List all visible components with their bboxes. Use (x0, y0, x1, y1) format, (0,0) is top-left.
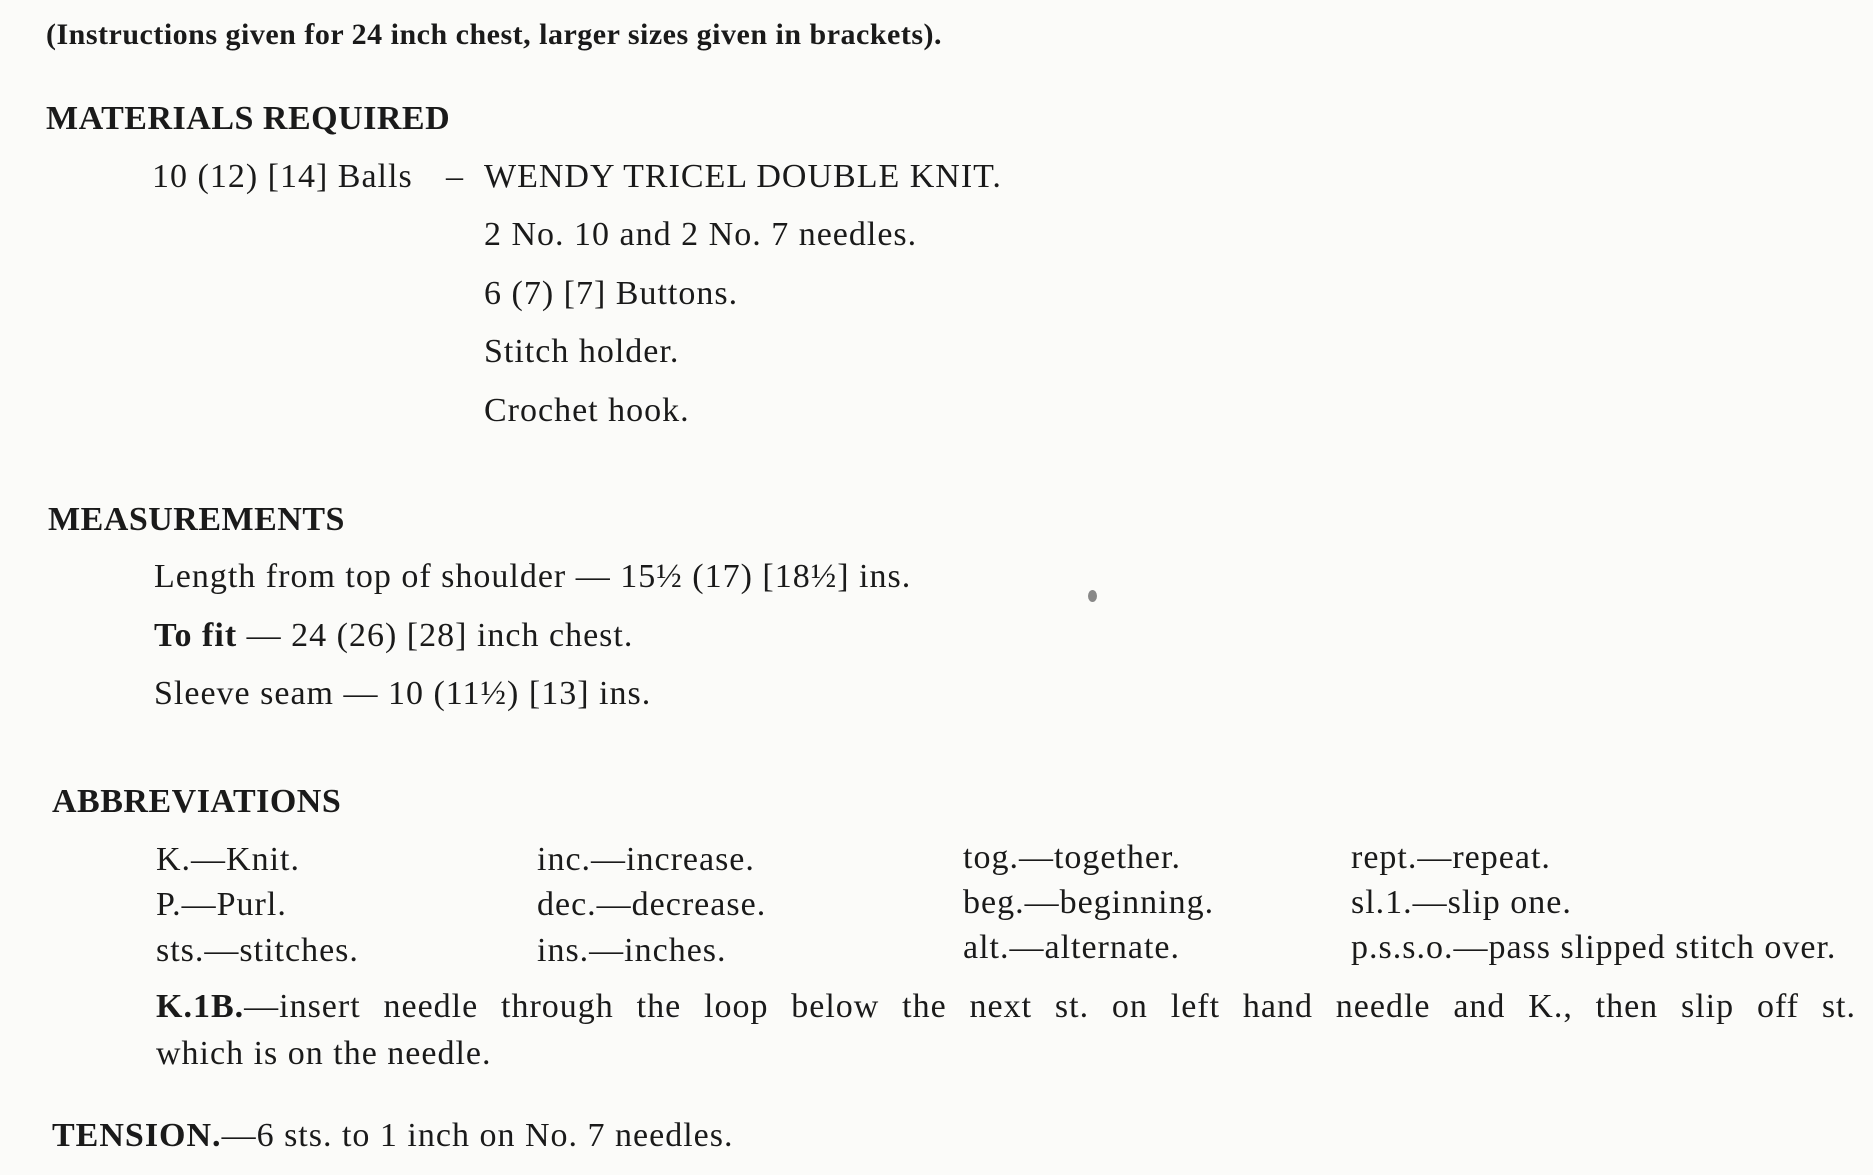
abbr-together: tog.—together. (963, 839, 1181, 876)
k1b-label: K.1B. (156, 988, 245, 1025)
abbr-stitches: sts.—stitches. (156, 932, 359, 969)
abbr-decrease: dec.—decrease. (537, 886, 767, 923)
abbr-repeat: rept.—repeat. (1351, 839, 1551, 876)
tension-label: TENSION. (52, 1117, 222, 1154)
tension-value: —6 sts. to 1 inch on No. 7 needles. (221, 1117, 734, 1154)
measurement-sleeve: Sleeve seam — 10 (11½) [13] ins. (154, 675, 652, 712)
intro-note: (Instructions given for 24 inch chest, larger sizes given in brackets). (46, 18, 942, 51)
materials-item-buttons: 6 (7) [7] Buttons. (484, 275, 739, 312)
tension-line (52, 1117, 733, 1155)
abbr-pass-slipped: p.s.s.o.—pass slipped stitch over. (1351, 929, 1837, 966)
materials-item-yarn: WENDY TRICEL DOUBLE KNIT. (484, 158, 1002, 195)
abbr-k1b-line1 (156, 988, 1856, 1026)
abbr-beginning: beg.—beginning. (963, 884, 1215, 921)
abbr-slip-one: sl.1.—slip one. (1351, 884, 1572, 921)
materials-item-stitch-holder: Stitch holder. (484, 333, 680, 370)
measurement-fit (154, 617, 633, 655)
fit-label: To fit (154, 617, 238, 654)
abbr-inches: ins.—inches. (537, 932, 727, 969)
materials-heading: MATERIALS REQUIRED (46, 100, 451, 137)
paper-speck (1088, 590, 1097, 602)
k1b-definition: —insert needle through the loop below the next st. on left hand needle and K., then slip off st. (244, 988, 1856, 1025)
measurements-heading: MEASUREMENTS (48, 501, 345, 538)
measurement-length: Length from top of shoulder — 15½ (17) [18½] ins. (154, 558, 912, 595)
materials-item-needles: 2 No. 10 and 2 No. 7 needles. (484, 216, 918, 253)
materials-dash: – (446, 158, 464, 195)
abbr-alternate: alt.—alternate. (963, 929, 1181, 966)
abbr-k1b-line2: which is on the needle. (156, 1035, 492, 1072)
materials-quantity: 10 (12) [14] Balls (152, 158, 413, 195)
abbr-knit: K.—Knit. (156, 841, 300, 878)
abbreviations-heading: ABBREVIATIONS (52, 783, 342, 820)
abbr-purl: P.—Purl. (156, 886, 287, 923)
materials-item-crochet-hook: Crochet hook. (484, 392, 690, 429)
abbr-increase: inc.—increase. (537, 841, 755, 878)
fit-value: — 24 (26) [28] inch chest. (237, 617, 634, 654)
